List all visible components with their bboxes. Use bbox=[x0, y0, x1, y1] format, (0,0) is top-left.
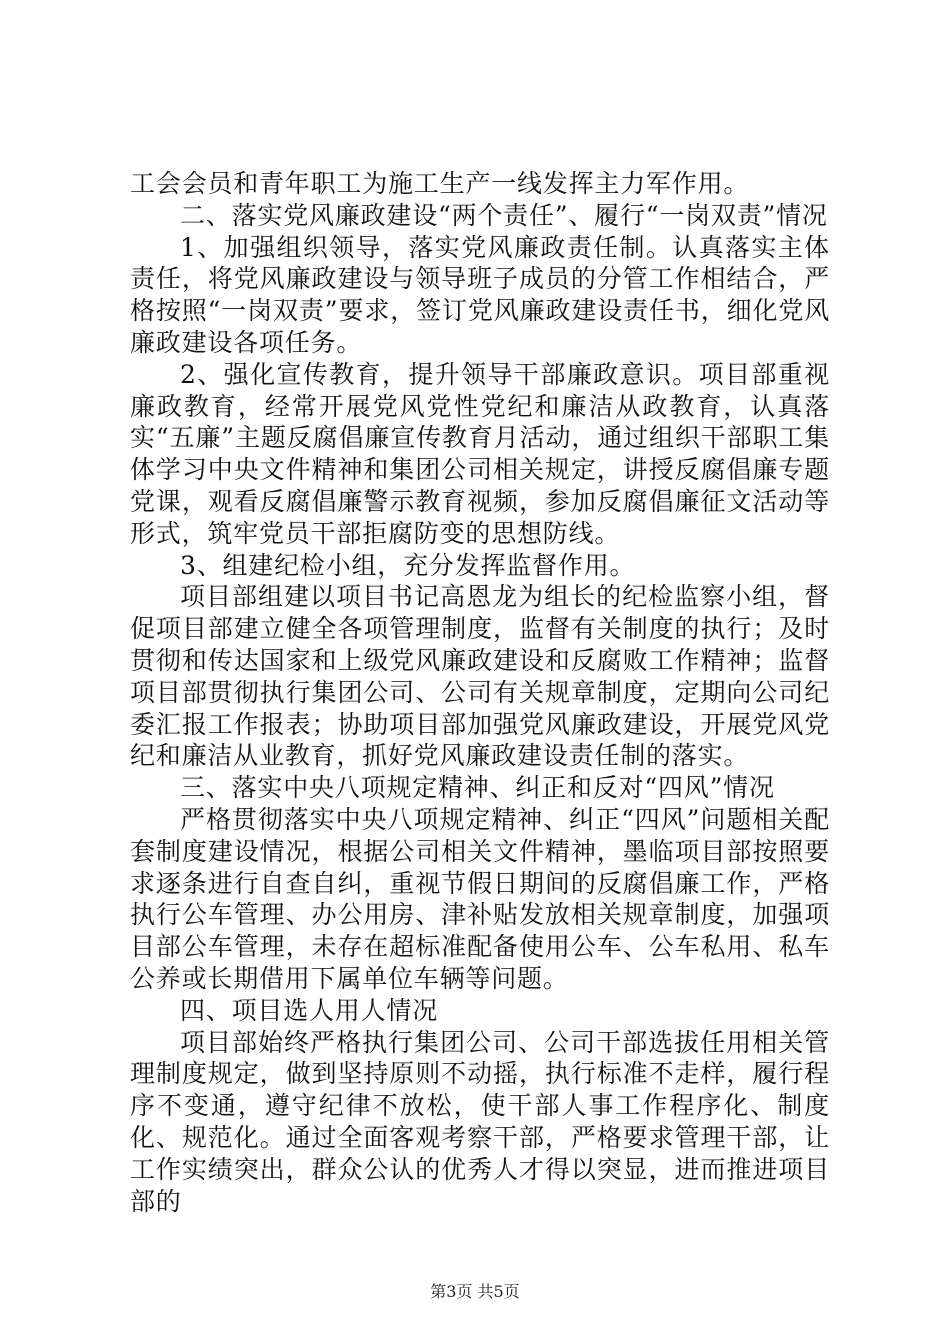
page-number-footer: 第3页 共5页 bbox=[430, 1282, 520, 1301]
section-heading-2: 二、落实党风廉政建设“两个责任”、履行“一岗双责”情况 bbox=[180, 200, 828, 230]
paragraph-item-1: 1、加强组织领导，落实党风廉政责任制。认真落实主体责任，将党风廉政建设与领导班子成员的分管工作相结合，严格按照“一岗双责”要求，签订党风廉政建设责任书，细化党风廉政建设各项任务。 bbox=[130, 232, 830, 357]
paragraph-continuation: 工会会员和青年职工为施工生产一线发挥主力军作用。 bbox=[130, 169, 750, 198]
section-heading-4: 四、项目选人用人情况 bbox=[180, 995, 439, 1025]
paragraph-eight-rules: 严格贯彻落实中央八项规定精神、纠正“四风”问题相关配套制度建设情况，根据公司相关文件精神，墨临项目部按照要求逐条进行自查自纠，重视节假日期间的反腐倡廉工作，严格执行公车管理、办公用房、津补贴发放相关规章制度，加强项目部公车管理，未存在超标准配备使用公车、公车私用、私车公养或长期借用下属单位车辆等问题。 bbox=[130, 804, 830, 993]
section-heading-3: 三、落实中央八项规定精神、纠正和反对“四风”情况 bbox=[180, 773, 775, 803]
paragraph-discipline-group: 项目部组建以项目书记高恩龙为组长的纪检监察小组，督促项目部建立健全各项管理制度，监督有关制度的执行；及时贯彻和传达国家和上级党风廉政建设和反腐败工作精神；监督项目部贯彻执行集团公司、公司有关规章制度，定期向公司纪委汇报工作报表；协助项目部加强党风廉政建设，开展党风党纪和廉洁从业教育，抓好党风廉政建设责任制的落实。 bbox=[130, 582, 830, 771]
paragraph-item-2: 2、强化宣传教育，提升领导干部廉政意识。项目部重视廉政教育，经常开展党风党性党纪和廉洁从政教育，认真落实“五廉”主题反腐倡廉宣传教育月活动，通过组织干部职工集体学习中央文件精神和集团公司相关规定，讲授反腐倡廉专题党课，观看反腐倡廉警示教育视频，参加反腐倡廉征文活动等形式，筑牢党员干部拒腐防变的思想防线。 bbox=[130, 359, 830, 548]
paragraph-personnel: 项目部始终严格执行集团公司、公司干部选拔任用相关管理制度规定，做到坚持原则不动摇，执行标准不走样，履行程序不变通，遵守纪律不放松，使干部人事工作程序化、制度化、规范化。通过全面客观考察干部，严格要求管理干部，让工作实绩突出，群众公认的优秀人才得以突显，进而推进项目部的 bbox=[130, 1027, 830, 1216]
document-body bbox=[130, 168, 830, 1217]
paragraph-item-3: 3、组建纪检小组，充分发挥监督作用。 bbox=[180, 550, 636, 580]
